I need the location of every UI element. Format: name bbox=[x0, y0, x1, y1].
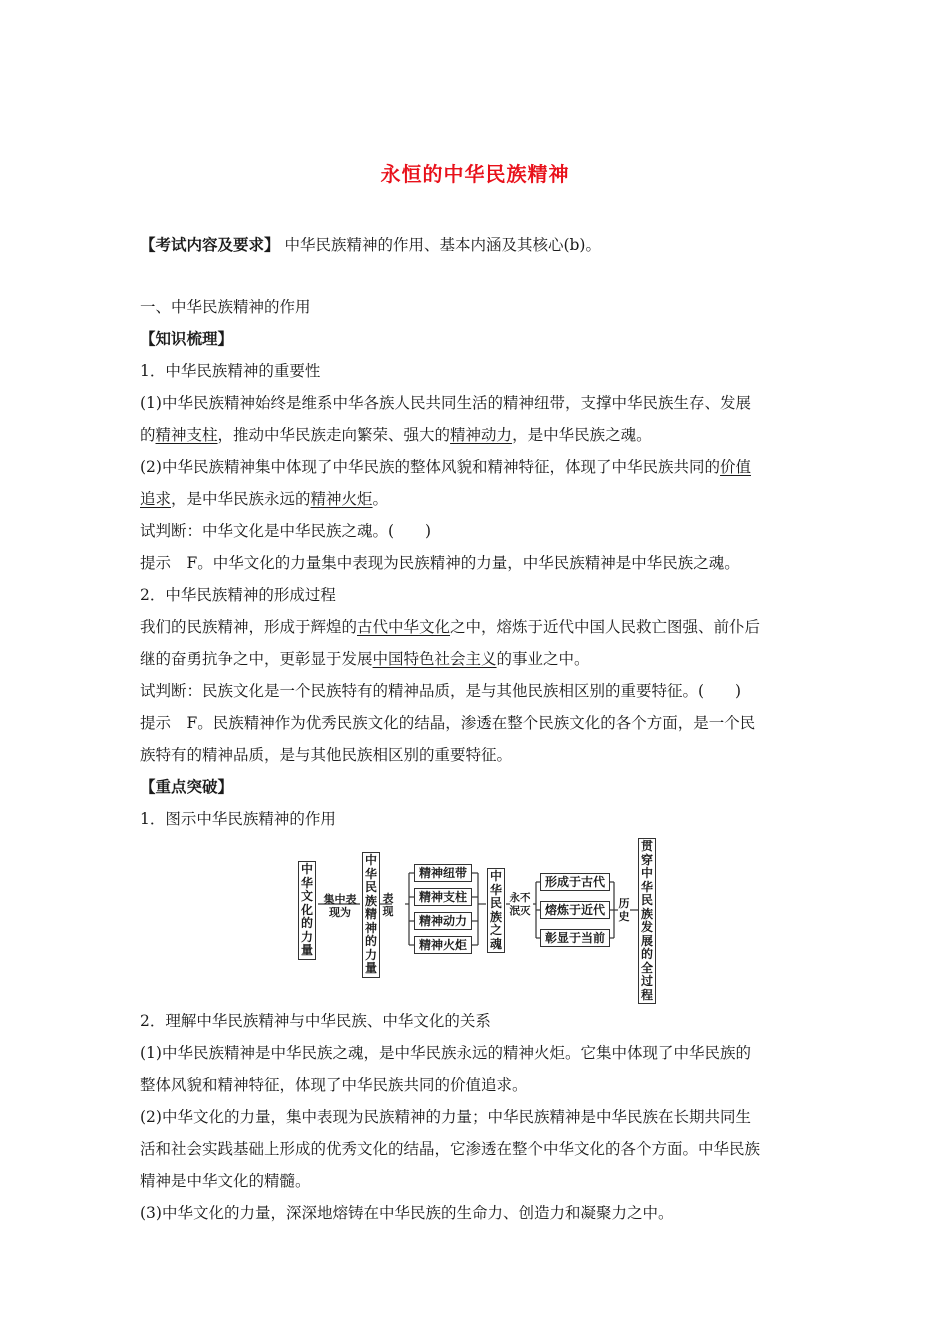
f1-heading: 1．图示中华民族精神的作用 bbox=[140, 810, 336, 828]
item-spiritual-pillar: 精神支柱 bbox=[414, 888, 472, 906]
underlined-term: 精神动力 bbox=[450, 426, 513, 444]
f2-para1-line2: 整体风貌和精神特征，体现了中华民族共同的价值追求。 bbox=[140, 1076, 528, 1094]
k2-hint-line1: 提示 F。民族精神作为优秀民族文化的结晶，渗透在整个民族文化的各个方面，是一个民 bbox=[140, 714, 756, 732]
f2-para3: (3)中华文化的力量，深深地熔铸在中华民族的生命力、创造力和凝聚力之中。 bbox=[140, 1204, 674, 1222]
text: 之中，熔炼于近代中国人民救亡图强、前仆后 bbox=[450, 618, 761, 636]
underlined-term: 精神支柱 bbox=[155, 426, 218, 444]
stage-ancient: 形成于古代 bbox=[540, 873, 610, 891]
requirement-text: 中华民族精神的作用、基本内涵及其核心(b)。 bbox=[279, 236, 601, 254]
text: 的事业之中。 bbox=[496, 650, 590, 668]
item-spiritual-drive: 精神动力 bbox=[414, 912, 472, 930]
underlined-term: 精神火炬 bbox=[310, 490, 373, 508]
f2-para2-line3: 精神是中华文化的精髓。 bbox=[140, 1172, 311, 1190]
k2-para-line2 bbox=[140, 648, 820, 670]
k1-para2-line1 bbox=[140, 456, 820, 478]
text: 继的奋勇抗争之中，更彰显于发展 bbox=[140, 650, 373, 668]
text: ，是中华民族之魂。 bbox=[512, 426, 652, 444]
k1-hint: 提示 F。中华文化的力量集中表现为民族精神的力量，中华民族精神是中华民族之魂。 bbox=[140, 554, 740, 572]
box-chinese-culture-power: 中华文化的力量 bbox=[298, 861, 316, 960]
stage-modern: 熔炼于近代 bbox=[540, 901, 610, 919]
k1-para1-line2 bbox=[140, 424, 820, 446]
label-express: 表现 bbox=[382, 892, 394, 918]
label-concentrated: 集中表现为 bbox=[323, 893, 357, 919]
focus-label: 【重点突破】 bbox=[140, 777, 234, 796]
k1-heading: 1．中华民族精神的重要性 bbox=[140, 362, 321, 380]
k2-judge: 试判断：民族文化是一个民族特有的精神品质，是与其他民族相区别的重要特征。( ) bbox=[140, 682, 742, 700]
box-nation-soul: 中华民族之魂 bbox=[487, 868, 505, 953]
page-title: 永恒的中华民族精神 bbox=[380, 162, 570, 186]
box-spirit-power: 中华民族精神的力量 bbox=[362, 852, 380, 978]
text: (2)中华民族精神集中体现了中华民族的整体风貌和精神特征，体现了中华民族共同的 bbox=[140, 458, 720, 476]
label-history: 历史 bbox=[618, 897, 630, 923]
k2-hint-line2: 族特有的精神品质，是与其他民族相区别的重要特征。 bbox=[140, 746, 513, 764]
f2-para2-line2: 活和社会实践基础上形成的优秀文化的结晶，它渗透在整个中华文化的各个方面。中华民族 bbox=[140, 1140, 761, 1158]
k1-para1-line1: (1)中华民族精神始终是维系中华各族人民共同生活的精神纽带，支撑中华民族生存、发展 bbox=[140, 394, 751, 412]
text: ，推动中华民族走向繁荣、强大的 bbox=[217, 426, 451, 444]
underlined-term: 追求 bbox=[140, 490, 172, 508]
stage-present: 彰显于当前 bbox=[540, 929, 610, 947]
text: 我们的民族精神，形成于辉煌的 bbox=[140, 618, 358, 636]
item-spiritual-bond: 精神纽带 bbox=[414, 864, 472, 882]
underlined-term: 中国特色社会主义 bbox=[372, 650, 497, 668]
f2-para2-line1: (2)中华文化的力量，集中表现为民族精神的力量；中华民族精神是中华民族在长期共同生 bbox=[140, 1108, 751, 1126]
text: 的 bbox=[140, 426, 156, 444]
label-never-vanish: 永不泯灭 bbox=[509, 892, 531, 917]
f2-heading: 2．理解中华民族精神与中华民族、中华文化的关系 bbox=[140, 1012, 491, 1030]
text: 。 bbox=[372, 490, 389, 508]
section-heading: 一、中华民族精神的作用 bbox=[140, 298, 311, 316]
underlined-term: 价值 bbox=[719, 458, 751, 476]
f2-para1-line1: (1)中华民族精神是中华民族之魂，是中华民族永远的精神火炬。它集中体现了中华民族的 bbox=[140, 1044, 751, 1062]
requirement-line bbox=[140, 234, 820, 256]
item-spiritual-torch: 精神火炬 bbox=[414, 936, 472, 954]
box-whole-process: 贯穿中华民族发展的全过程 bbox=[638, 838, 656, 1004]
requirement-label: 【考试内容及要求】 bbox=[140, 235, 280, 254]
k2-heading: 2．中华民族精神的形成过程 bbox=[140, 586, 336, 604]
k2-para-line1 bbox=[140, 616, 820, 638]
spirit-role-diagram bbox=[296, 838, 660, 1002]
k1-para2-line2 bbox=[140, 488, 820, 510]
knowledge-label: 【知识梳理】 bbox=[140, 329, 234, 348]
underlined-term: 古代中华文化 bbox=[357, 618, 451, 636]
k1-judge: 试判断：中华文化是中华民族之魂。( ) bbox=[140, 522, 432, 540]
text: ，是中华民族永远的 bbox=[171, 490, 311, 508]
